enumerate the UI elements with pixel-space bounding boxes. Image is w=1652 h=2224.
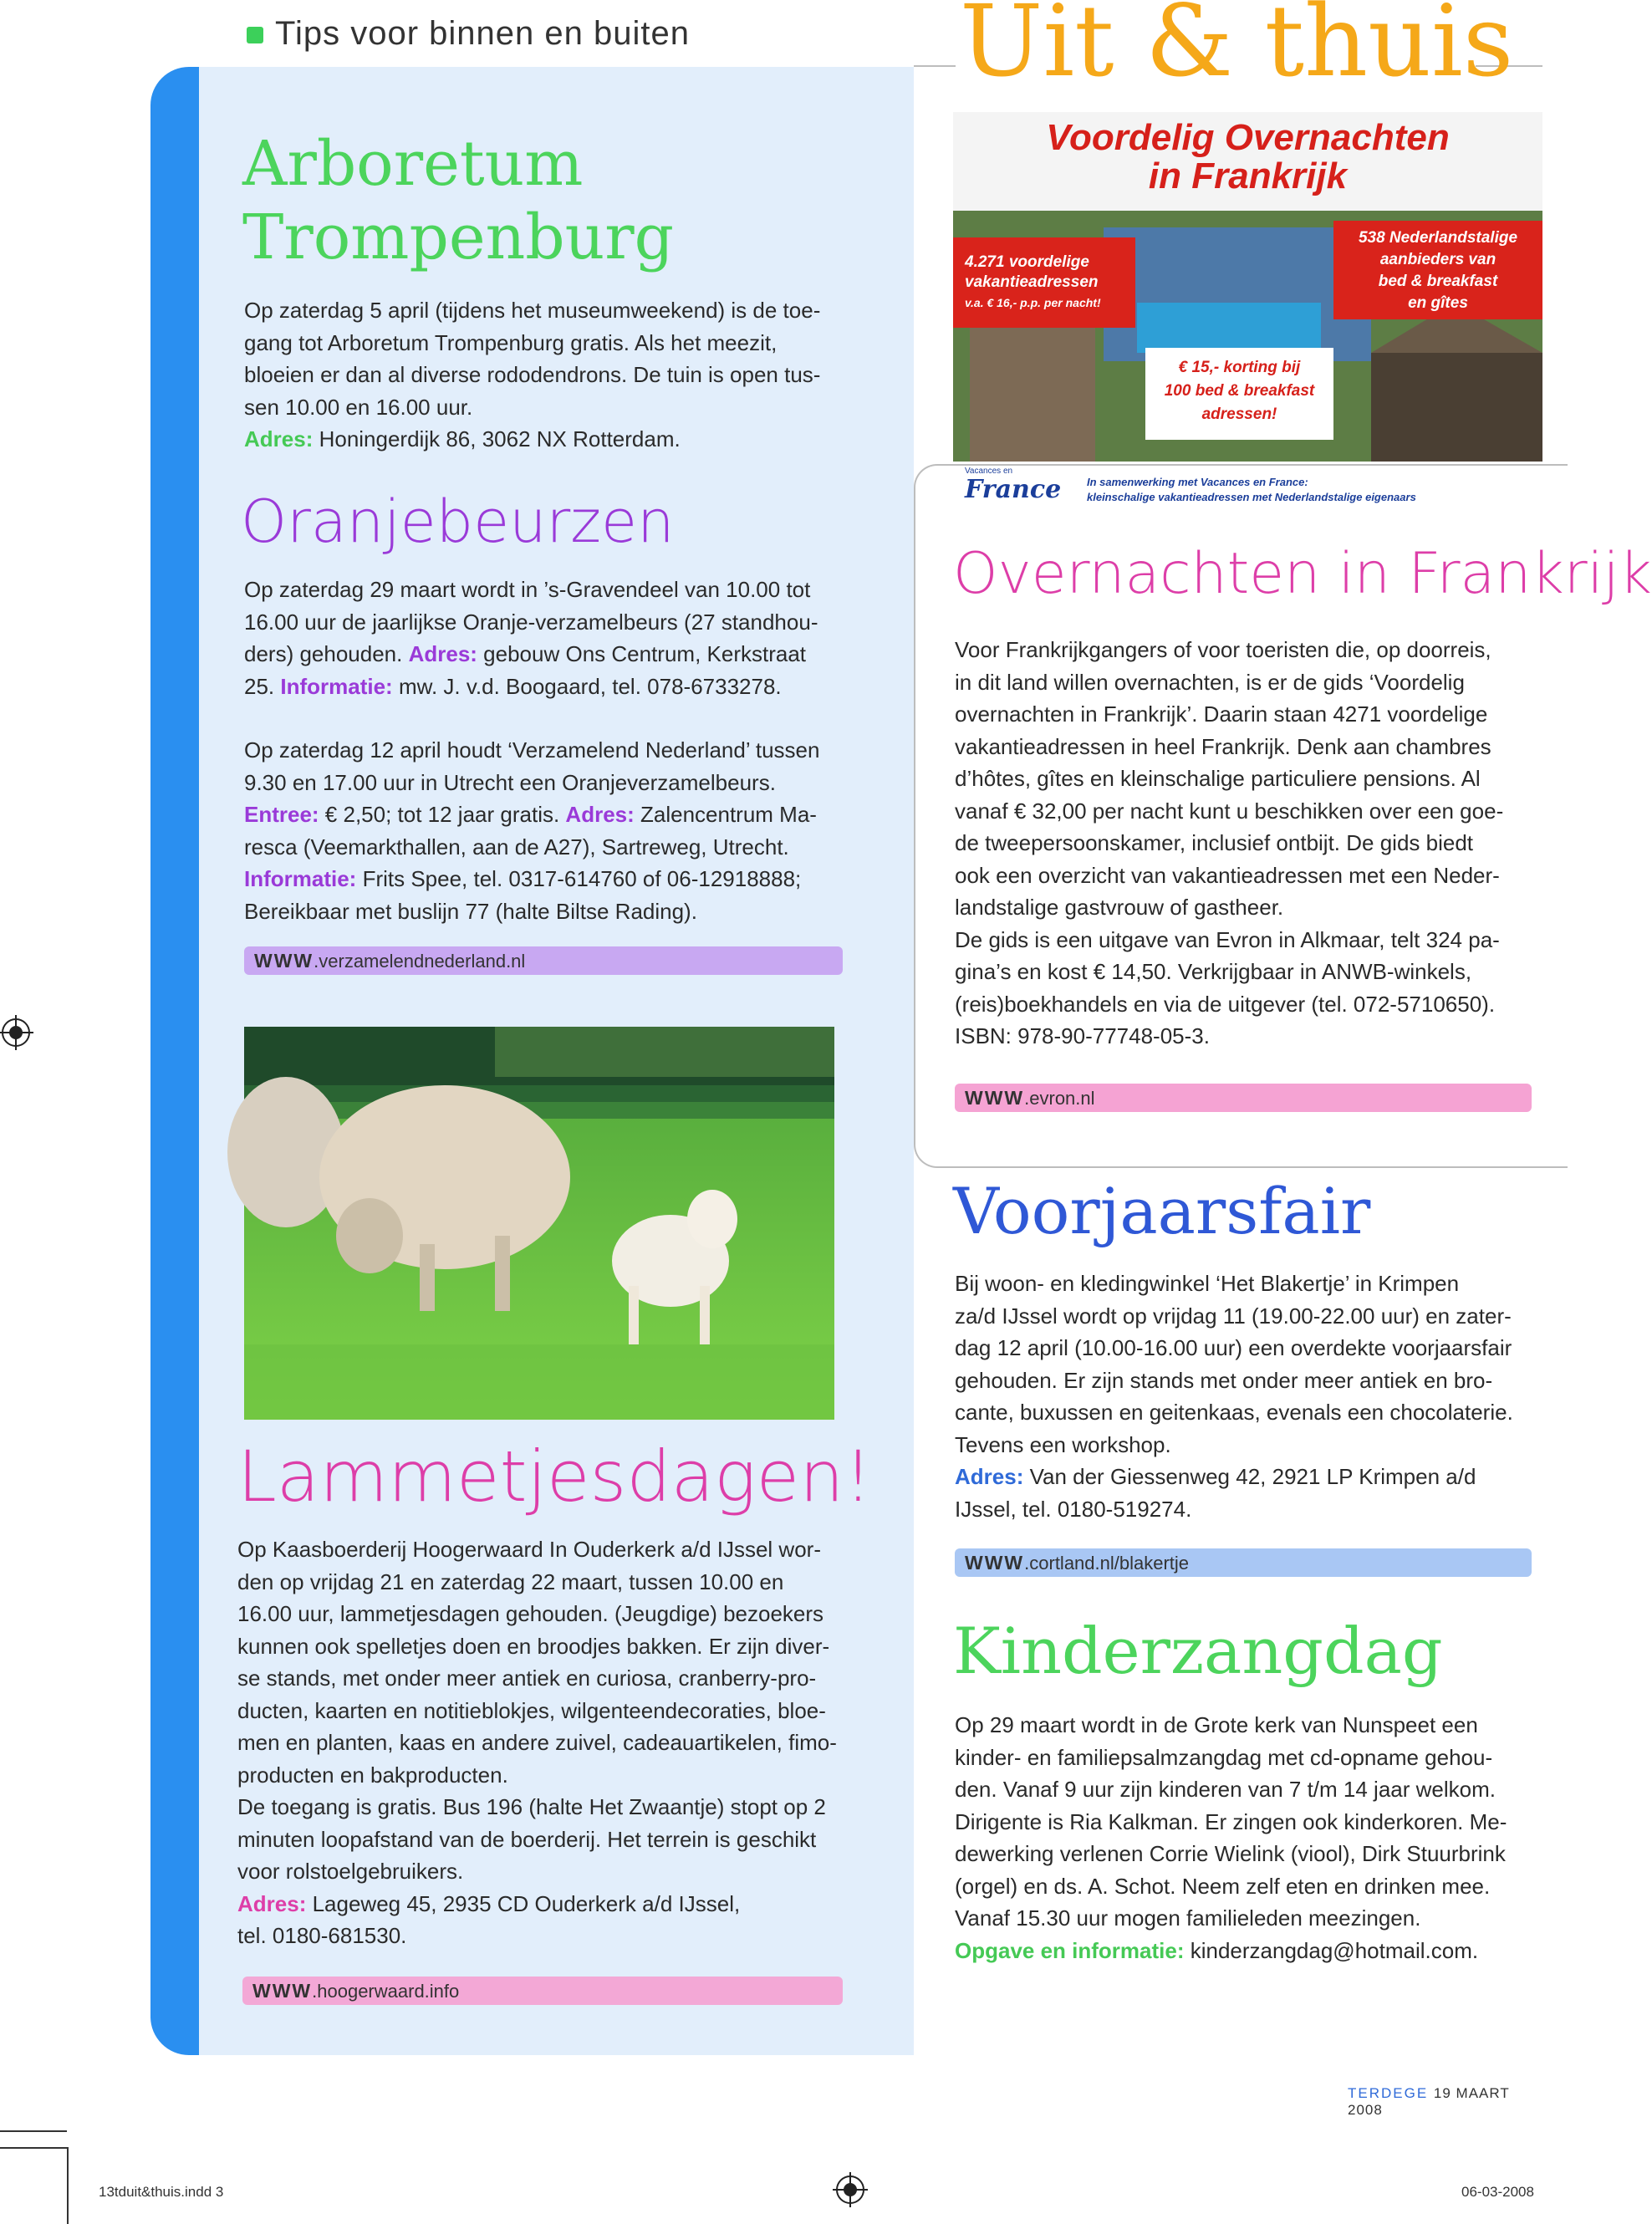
link-hoogerwaard[interactable]: WWW.hoogerwaard.info — [242, 1977, 843, 2005]
footer-filename: 13tduit&thuis.indd 3 — [99, 2184, 224, 2200]
crop-mark-1 — [0, 2130, 67, 2132]
ad-headline: Voordelig Overnachten in Frankrijk — [1046, 117, 1450, 196]
footer-magazine: TERDEGE 19 MAART 2008 — [1348, 2085, 1510, 2118]
overnachten-body: Voor Frankrijkgangers of voor toeristen die, op doorreis, in dit land willen overnachten, is er de gids ‘Voordelig overnachten in Frankrijk’. Daarin staan 4271 voordelige vakantieadressen in heel Frankrijk. Denk aan chambres d’hôtes, gîtes en kleinschalige particuliere pensions. Al vanaf € 32,00 per nacht kunt u beschikken over een goe- de tweepersoonskamer, inclusief ontbijt. De gids biedt ook een overzicht van vakantieadressen met een Neder- landstalige gastvrouw of gastheer. De gids is een uitgave van Evron in Alkmaar, telt 324 pa- gina’s en kost € 14,50. Verkrijgbaar in ANWB-winkels, (reis)boekhandels en via de uitgever (tel. 072-5710650). ISBN: 978-90-77748-05-3. — [955, 637, 1504, 1048]
link-verzamelendnederland[interactable]: WWW.verzamelendnederland.nl — [244, 946, 843, 975]
registration-mark-icon — [2, 1018, 30, 1047]
section-label: Tips voor binnen en buiten — [247, 15, 690, 53]
crop-mark-3 — [67, 2147, 69, 2224]
ad-center-box: € 15,- korting bij 100 bed & breakfast adressen! — [1145, 348, 1333, 440]
link-cortland[interactable]: WWW.cortland.nl/blakertje — [955, 1548, 1532, 1577]
lammetjesdagen-body: Op Kaasboerderij Hoogerwaard In Ouderkerk a/d IJssel wor- den op vrijdag 21 en zaterdag 22 maart, tussen 10.00 en 16.00 uur, lammetjesdagen gehouden. (Jeugdige) bezoekers kunnen ook spelletjes doen en broodjes bakken. Er zijn diver- se stands, met onder meer antiek en curiosa, cranberry-pro- ducten, kaarten en notitieblokjes, wilgenteendecoraties, bloe- men en planten, kaas en andere zuivel, cadeauartikelen, fimo- producten en bakproducten. De toegang is gratis. Bus 196 (halte Het Zwaantje) stopt op 2 minuten loopafstand van de boerderij. Het terrein is geschikt voor rolstoelgebruikers. Adres: Lageweg 45, 2935 CD Ouderkerk a/d IJssel, tel. 0180-681530. — [237, 1537, 837, 1948]
footer-print-date: 06-03-2008 — [1461, 2184, 1534, 2200]
voorjaarsfair-body: Bij woon- en kledingwinkel ‘Het Blakertje’ in Krimpen za/d IJssel wordt op vrijdag 11 (19.00-22.00 uur) en zater- dag 12 april (10.00-16.00 uur) een overdekte voorjaarsfair gehouden. Er zijn stands met onder meer antiek en bro- cante, buxussen en geitenkaas, evenals een chocolaterie. Tevens een workshop. Adres: Van der Giessenweg 42, 2921 LP Krimpen a/d IJssel, tel. 0180-519274. — [955, 1271, 1513, 1522]
link-evron[interactable]: WWW.evron.nl — [955, 1084, 1532, 1112]
lammetjesdagen-title: Lammetjesdagen! — [237, 1436, 873, 1518]
kinderzangdag-title: Kinderzangdag — [953, 1614, 1443, 1688]
ad-footer: Vacances en France In samenwerking met Vacances en France: kleinschalige vakantieadressen met Nederlandstalige eigenaars — [953, 462, 1542, 518]
green-square-icon — [247, 27, 263, 43]
kinderzangdag-body: Op 29 maart wordt in de Grote kerk van Nunspeet een kinder- en familiepsalmzangdag met cd-opname gehou- den. Vanaf 9 uur zijn kinderen van 7 t/m 14 jaar welkom. Dirigente is Ria Kalkman. Er zingen ook kinderkoren. Me- dewerking verlenen Corrie Wielink (viool), Dirk Stuurbrink (orgel) en ds. A. Schot. Neem zelf eten en drinken mee. Vanaf 15.30 uur mogen familieleden meezingen. Opgave en informatie: kinderzangdag@hotmail.com. — [955, 1712, 1507, 1963]
ad-right-box: 538 Nederlandstalige aanbieders van bed & breakfast en gîtes — [1333, 221, 1542, 319]
overnachten-title: Overnachten in Frankrijk — [953, 541, 1652, 607]
brand-title: Uit & thuis — [960, 0, 1514, 99]
left-panel-tab — [150, 67, 202, 2055]
sheep-photo-image — [244, 1027, 834, 1420]
ad-voordelig-overnachten — [953, 112, 1542, 518]
registration-mark-icon — [836, 2176, 864, 2204]
oranjebeurzen-title: Oranjebeurzen — [241, 487, 675, 556]
ad-logo: France — [965, 475, 1062, 504]
crop-mark-2 — [0, 2147, 67, 2149]
ad-left-box: 4.271 voordelige vakantieadressen v.a. € 16,- p.p. per nacht! — [953, 237, 1135, 328]
oranjebeurzen-body: Op zaterdag 29 maart wordt in ’s-Gravendeel van 10.00 tot 16.00 uur de jaarlijkse Oranje-verzamelbeurs (27 standhou- ders) gehouden. Adres: gebouw Ons Centrum, Kerkstraat 25. Informatie: mw. J. v.d. Boogaard, tel. 078-6733278. Op zaterdag 12 april houdt ‘Verzamelend Nederland’ tussen 9.30 en 17.00 uur in Utrecht een Oranjeverzamelbeurs. Entree: € 2,50; tot 12 jaar gratis. Adres: Zalencentrum Ma- resca (Veemarkthallen, aan de A27), Sartreweg, Utrecht. Informatie: Frits Spee, tel. 0317-614760 of 06-12918888; Bereikbaar met buslijn 77 (halte Biltse Rading). — [244, 577, 820, 924]
arboretum-title: Arboretum Trompenburg — [242, 128, 675, 273]
arboretum-body: Op zaterdag 5 april (tijdens het museumweekend) is de toe- gang tot Arboretum Trompenburg gratis. Als het meezit, bloeien er dan al diverse rododendrons. De tuin is open tus- sen 10.00 en 16.00 uur. Adres: Honingerdijk 86, 3062 NX Rotterdam. — [244, 298, 821, 451]
sheep-photo — [244, 1027, 834, 1420]
voorjaarsfair-title: Voorjaarsfair — [953, 1174, 1371, 1248]
header-rule-left — [914, 65, 956, 67]
